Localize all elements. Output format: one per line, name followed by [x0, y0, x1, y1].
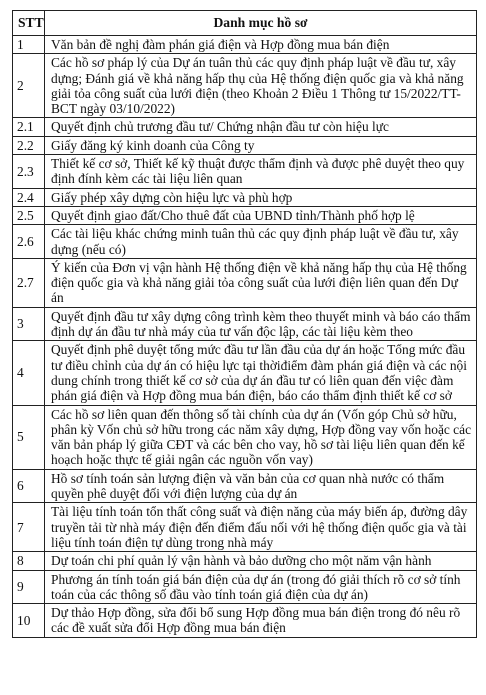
document-item: Quyết định chủ trương đầu tư/ Chứng nhận đầu tư còn hiệu lực: [45, 118, 477, 136]
table-row: [13, 341, 477, 405]
row-number: 7: [13, 503, 45, 552]
document-item: Các hồ sơ liên quan đến thông số tài chính của dự án (Vốn góp Chủ sở hữu, phân kỳ Vốn chủ sở hữu trong các năm xây dựng, Hợp đồng vay vốn hoặc các văn bản pháp lý giữa CĐT và các bên cho vay, hồ sơ tài liệu liên quan đến kế hoạch hoặc thực tế giải ngân các nguồn vốn vay): [45, 405, 477, 469]
document-list-table: [12, 10, 477, 638]
row-number: 8: [13, 552, 45, 570]
row-number: 2.1: [13, 118, 45, 136]
table-row: [13, 604, 477, 638]
table-row: [13, 570, 477, 604]
table-row: [13, 469, 477, 503]
row-number: 1: [13, 36, 45, 54]
row-number: 9: [13, 570, 45, 604]
row-number: 2.7: [13, 258, 45, 307]
table-row: [13, 258, 477, 307]
document-item: Giấy phép xây dựng còn hiệu lực và phù hợp: [45, 188, 477, 206]
table-header: [13, 11, 477, 36]
table-row: [13, 503, 477, 552]
row-number: 2: [13, 54, 45, 118]
document-item: Quyết định đầu tư xây dựng công trình kèm theo thuyết minh và báo cáo thẩm định dự án đầu tư nhà máy của tư vấn độc lập, các tài liệu kèm theo: [45, 307, 477, 341]
table-header-row: [13, 11, 477, 36]
header-document-category: Danh mục hồ sơ: [45, 11, 477, 36]
table-body: [13, 36, 477, 638]
table-row: [13, 206, 477, 224]
table-row: [13, 36, 477, 54]
row-number: 2.3: [13, 155, 45, 189]
row-number: 3: [13, 307, 45, 341]
table-row: [13, 54, 477, 118]
header-stt: STT: [13, 11, 45, 36]
row-number: 6: [13, 469, 45, 503]
document-item: Tài liệu tính toán tổn thất công suất và điện năng của máy biến áp, đường dây truyền tải từ nhà máy điện đến điểm đấu nối với hệ thống điện quốc gia và tài liệu tính toán điện tự dùng trong nhà máy: [45, 503, 477, 552]
table-row: [13, 136, 477, 154]
table-row: [13, 405, 477, 469]
row-number: 2.6: [13, 225, 45, 259]
table-row: [13, 552, 477, 570]
table-row: [13, 155, 477, 189]
document-item: Ý kiến của Đơn vị vận hành Hệ thống điện về khả năng hấp thụ của Hệ thống điện quốc gia và khả năng giải tỏa công suất của lưới điện liên quan đến Dự án: [45, 258, 477, 307]
document-item: Quyết định phê duyệt tổng mức đầu tư lần đầu của dự án hoặc Tổng mức đầu tư điều chỉnh của dự án có hiệu lực tại thờiđiểm đàm phán giá điện và các nội dung chính trong thiết kế cơ sở của dự án đầu tư có liên quan đến việc đàm phán giá điện và Hợp đồng mua bán điện, báo cáo thẩm định thiết kế cơ sở: [45, 341, 477, 405]
document-item: Các hồ sơ pháp lý của Dự án tuân thủ các quy định pháp luật về đầu tư, xây dựng; Đánh giá về khả năng hấp thụ của Hệ thống điện quốc gia và khả năng giải tỏa công suất của lưới điện (theo Khoản 2 Điều 1 Thông tư 15/2022/TT-BCT ngày 03/10/2022): [45, 54, 477, 118]
table-row: [13, 307, 477, 341]
row-number: 5: [13, 405, 45, 469]
table-row: [13, 225, 477, 259]
document-item: Các tài liệu khác chứng minh tuân thủ các quy định pháp luật về đầu tư, xây dựng (nếu có): [45, 225, 477, 259]
document-item: Giấy đăng ký kinh doanh của Công ty: [45, 136, 477, 154]
table-row: [13, 188, 477, 206]
document-item: Phương án tính toán giá bán điện của dự án (trong đó giải thích rõ cơ sở tính toán của các thông số đầu vào tính toán giá điện của dự án): [45, 570, 477, 604]
document-item: Dự toán chi phí quản lý vận hành và bảo dưỡng cho một năm vận hành: [45, 552, 477, 570]
document-item: Quyết định giao đất/Cho thuê đất của UBND tỉnh/Thành phố hợp lệ: [45, 206, 477, 224]
row-number: 2.4: [13, 188, 45, 206]
row-number: 10: [13, 604, 45, 638]
document-item: Thiết kế cơ sở, Thiết kế kỹ thuật được thẩm định và được phê duyệt theo quy định đính kèm các tài liệu liên quan: [45, 155, 477, 189]
row-number: 4: [13, 341, 45, 405]
document-item: Hồ sơ tính toán sản lượng điện và văn bản của cơ quan nhà nước có thẩm quyền phê duyệt đối với điện lượng của dự án: [45, 469, 477, 503]
row-number: 2.5: [13, 206, 45, 224]
row-number: 2.2: [13, 136, 45, 154]
table-row: [13, 118, 477, 136]
document-item: Dự thảo Hợp đồng, sửa đổi bổ sung Hợp đồng mua bán điện trong đó nêu rõ các đề xuất sửa đổi Hợp đồng mua bán điện: [45, 604, 477, 638]
document-item: Văn bản đề nghị đàm phán giá điện và Hợp đồng mua bán điện: [45, 36, 477, 54]
